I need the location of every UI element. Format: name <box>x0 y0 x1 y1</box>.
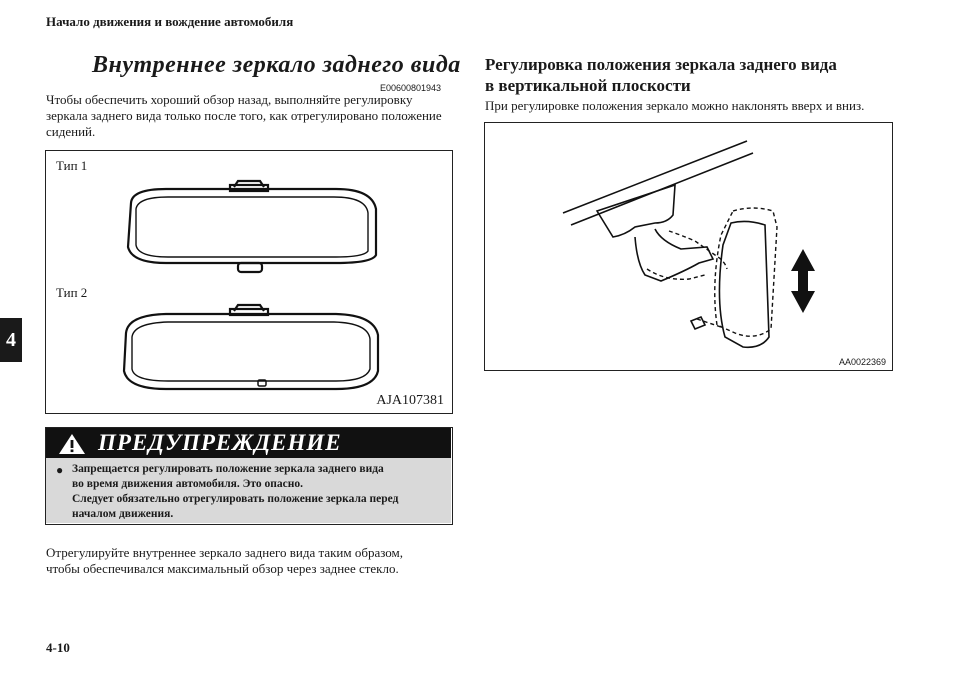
tilt-arrow-icon <box>791 249 815 313</box>
section-code: E00600801943 <box>380 83 442 93</box>
page-number: 4-10 <box>46 640 70 655</box>
adjust-paragraph: При регулировке положения зеркало можно наклонять вверх и вниз. <box>485 98 865 113</box>
bullet-icon: ● <box>56 463 64 477</box>
warning-header <box>46 428 451 458</box>
mirror-tilt-figure <box>484 122 893 371</box>
warning-title: ПРЕДУПРЕЖДЕНИЕ <box>98 430 342 455</box>
warning-text: Запрещается регулировать положение зеркала заднего вида во время движения автомобиля. Это опасно. Следует обязательно отрегулировать положение зеркала перед началом движения. <box>72 463 399 520</box>
outro-paragraph: Отрегулируйте внутреннее зеркало заднего вида таким образом, чтобы обеспечивался максимальный обзор через заднее стекло. <box>46 545 404 576</box>
warning-box <box>45 427 453 525</box>
intro-paragraph: Чтобы обеспечить хороший обзор назад, выполняйте регулировку зеркала заднего вида только после того, как отрегулировано положение сидений. <box>46 92 442 139</box>
mirror-types-illustration <box>46 151 451 413</box>
section-title: Внутреннее зеркало заднего вида <box>92 52 461 78</box>
figure-code: AJA107381 <box>376 393 444 408</box>
warning-body <box>46 458 451 523</box>
figure-code-2: AA0022369 <box>838 357 886 367</box>
type1-label: Тип 1 <box>56 158 88 173</box>
chapter-tab: 4 <box>0 318 22 362</box>
warning-triangle-icon <box>58 433 86 455</box>
mirror-types-figure <box>45 150 453 414</box>
adjust-section-title: Регулировка положения зеркала заднего вида в вертикальной плоскости <box>485 55 837 95</box>
running-header: Начало движения и вождение автомобиля <box>46 14 294 29</box>
mirror-tilt-illustration <box>485 123 891 370</box>
type2-label: Тип 2 <box>56 285 88 300</box>
